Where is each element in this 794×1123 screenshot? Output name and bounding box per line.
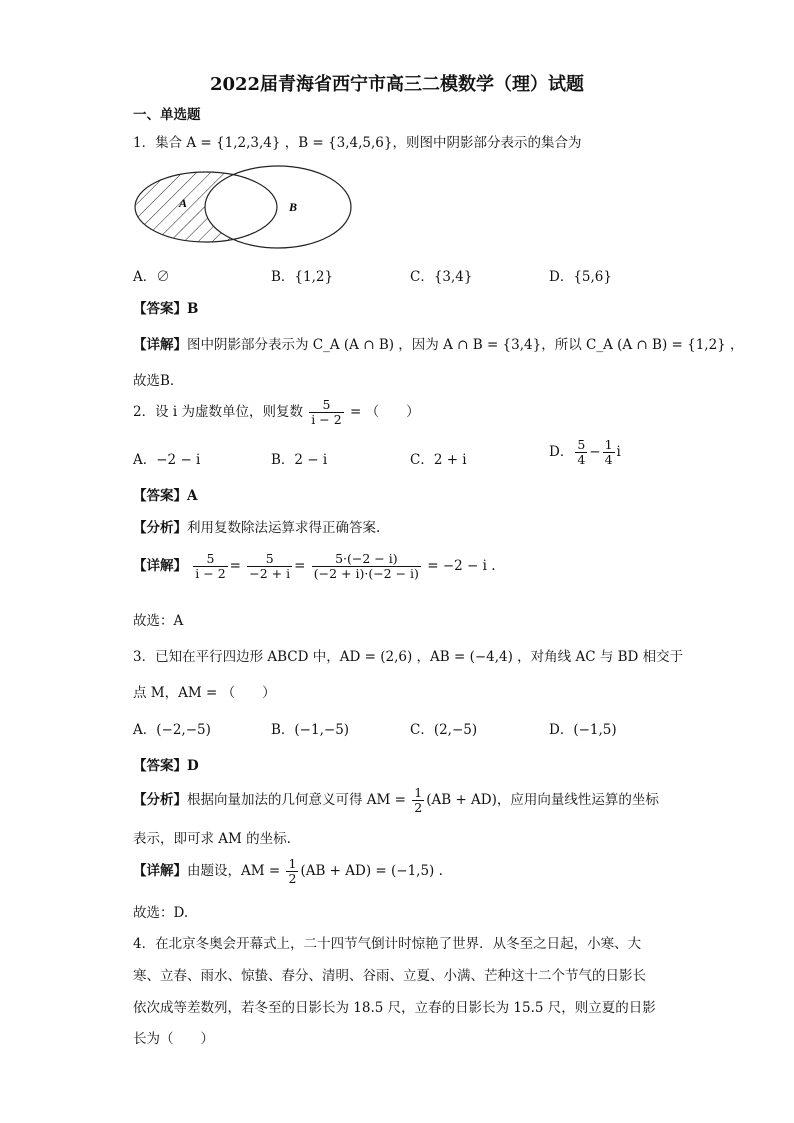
q4-line4: 长为（ ） [133,1031,214,1047]
q3-option-c: C．(2,−5) [410,722,478,738]
shaded-region [133,165,358,255]
q2-option-d-frac-a-num: 5 [577,437,586,452]
q2-option-d-label: D． [549,444,574,460]
q2-detail-frac-3-num: 5·(−2 − i) [312,552,421,567]
q2-stem-post: = （ ） [349,404,420,420]
q1-option-a: A．∅ [133,269,170,285]
q2-detail-frac-2-den: −2 + i [249,566,291,581]
q2-option-d-i: i [616,444,621,460]
q2-detail-frac-3-den: (−2 + i)·(−2 − i) [313,566,419,581]
q1-detail [133,333,744,353]
q2-detail: 【详解】 $\frac{5}{i - 2}$ = $\frac{5}{-2 + i}$ = $\frac{5\cdot(-2 - i)}{(-2 + i)\cdot(-2 - i)}$ = −2 − i . [133,551,496,581]
q2-detail-frac-1-den: i − 2 [195,566,226,581]
q1-detail-text: 图中阴影部分表示为 C_A (A ∩ B) ，因为 A ∩ B = {3,4}，所以 C_A (A ∩ B) = {1,2} ， [187,337,744,353]
q2-detail-tail: = −2 − i . [427,558,496,574]
q2-stem-fraction [309,398,343,427]
q2-detail-tag: 【详解】 [133,558,187,574]
q3-option-a: A．(−2,−5) [133,722,211,738]
section-heading: 一、单选题 [133,107,201,123]
q3-detail-frac-num: 1 [288,856,297,871]
q1-detail-tag: 【详解】 [133,337,187,353]
q1-answer: 【答案】B [133,301,199,317]
q1-option-c: C．{3,4} [410,269,473,285]
q2-detail-frac-2-num: 5 [247,552,292,567]
q2-frac-den: i − 2 [311,412,342,427]
venn-diagram [133,165,358,255]
q3-analysis-tag: 【分析】 [133,792,187,808]
q2-option-d-frac-a [575,438,587,467]
q3-answer: 【答案】D [133,758,199,774]
q3-option-b: B．(−1,−5) [271,722,350,738]
q3-detail-frac-den: 2 [288,871,297,886]
q2-detail-frac-2 [247,552,292,581]
q2-option-d-frac-a-den: 4 [577,452,586,467]
q3-stem-line2: 点 M，AM = （ ） [133,685,276,701]
q3-analysis-post: (AB + AD)，应用向量线性运算的坐标 [426,792,659,808]
q2-stem-pre: 2．设 i 为虚数单位，则复数 [133,404,303,420]
q2-stem [133,398,420,427]
q2-option-a: A．−2 − i [133,452,201,468]
q3-detail-frac [286,857,298,886]
q2-analysis [133,516,380,536]
q2-detail-frac-1 [193,552,227,581]
q3-option-d: D．(−1,5) [549,722,617,738]
q4-line2: 寒、立春、雨水、惊蛰、春分、清明、谷雨、立夏、小满、芒种这十二个节气的日影长 [133,968,646,984]
q4-line3: 依次成等差数列，若冬至的日影长为 18.5 尺，立春的日影长为 15.5 尺，则立夏的日影 [133,1000,656,1016]
q3-analysis-frac [412,786,424,815]
q2-analysis-tag: 【分析】 [133,520,187,536]
page-title: 2022届青海省西宁市高三二模数学（理）试题 [209,74,585,95]
q2-option-d-frac-b-num: 1 [604,437,613,452]
q2-answer: 【答案】A [133,488,198,504]
q2-option-d [549,438,621,467]
q3-detail-tag: 【详解】 [133,863,187,879]
q3-detail-pre: 由题设，AM = [187,863,281,879]
q3-stem-line1: 3．已知在平行四边形 ABCD 中，AD = (2,6) ，AB = (−4,4) ，对角线 AC 与 BD 相交于 [133,649,684,665]
q2-detail-frac-1-num: 5 [193,552,227,567]
q3-analysis-frac-num: 1 [414,785,423,800]
q4-line1: 4．在北京冬奥会开幕式上，二十四节气倒计时惊艳了世界．从冬至之日起，小寒、大 [133,936,642,952]
q1-conclusion: 故选B． [133,373,184,389]
q2-detail-frac-3 [312,552,421,581]
q1-stem: 1．集合 A = {1,2,3,4} ，B = {3,4,5,6}，则图中阴影部分表示的集合为 [133,135,582,151]
q3-conclusion: 故选：D. [133,905,189,921]
q2-analysis-text: 利用复数除法运算求得正确答案. [187,520,381,536]
q3-analysis-frac-den: 2 [414,800,423,815]
q2-frac-num: 5 [309,398,343,413]
venn-label-a: A [179,196,188,210]
q3-analysis [133,786,659,815]
q2-option-c: C．2 + i [410,452,467,468]
venn-label-b: B [289,200,298,214]
q2-option-d-minus: − [589,444,601,460]
q3-detail [133,857,443,886]
q3-analysis-pre: 根据向量加法的几何意义可得 AM = [187,792,406,808]
q1-option-b: B．{1,2} [271,269,334,285]
q2-option-d-frac-b-den: 4 [604,452,613,467]
q2-conclusion: 故选：A [133,613,184,629]
q1-option-d: D．{5,6} [549,269,612,285]
q3-analysis-line2: 表示，即可求 AM 的坐标. [133,831,291,847]
q2-option-d-frac-b [603,438,615,467]
q2-option-b: B．2 − i [271,452,328,468]
q3-detail-post: (AB + AD) = (−1,5) . [300,863,443,879]
